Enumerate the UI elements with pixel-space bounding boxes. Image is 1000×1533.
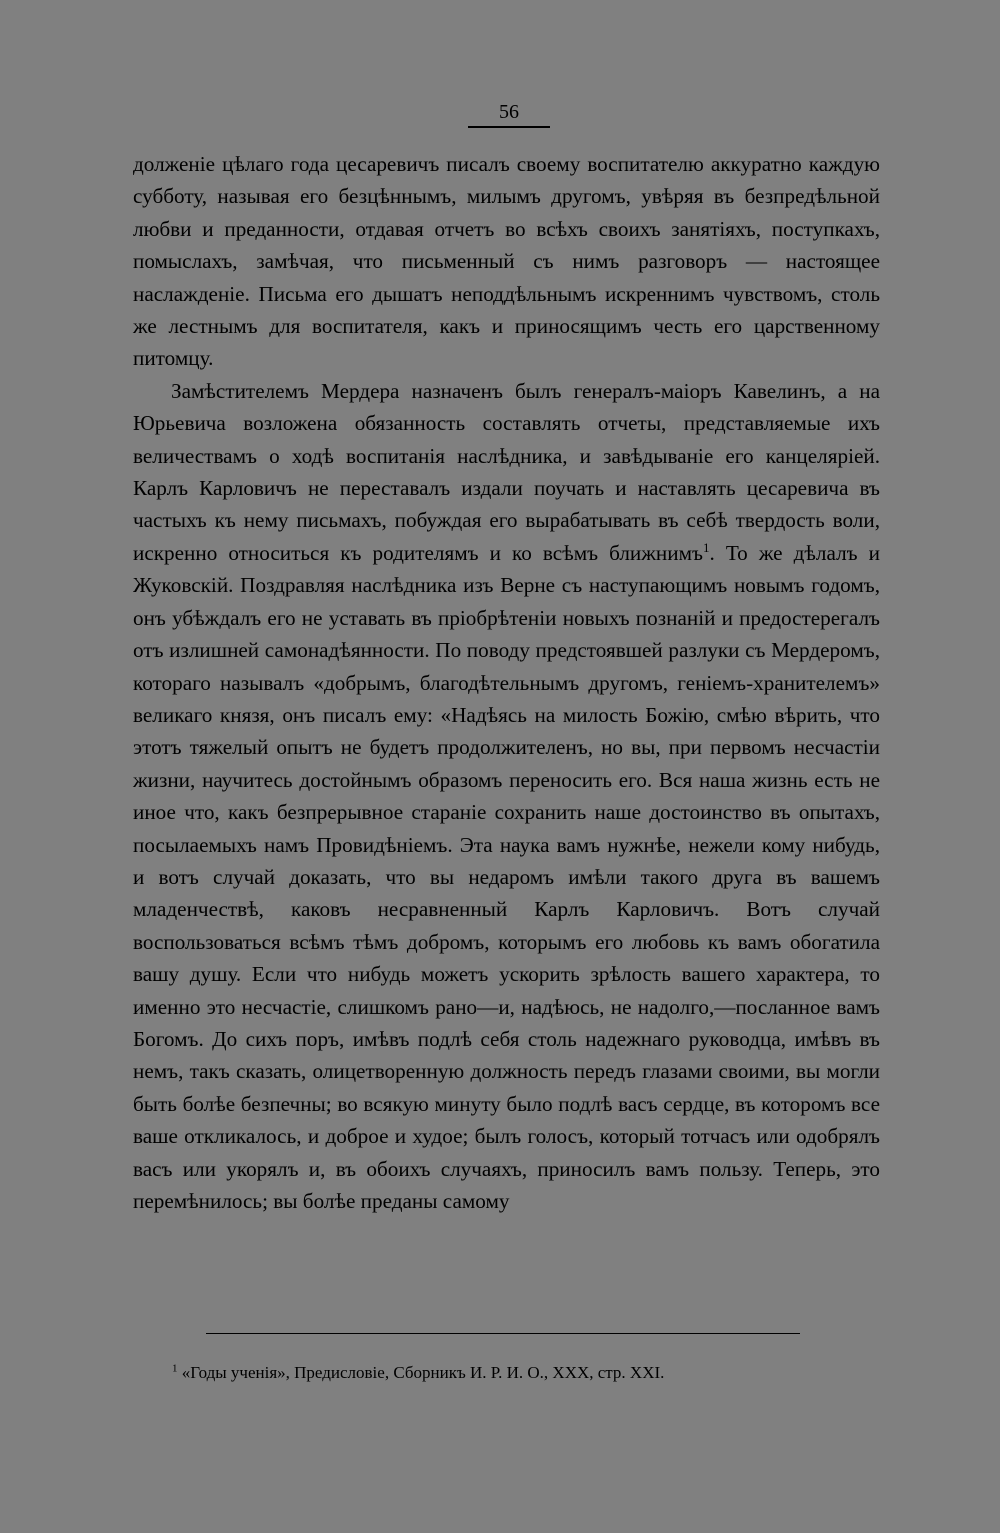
footnote-ref: 1 xyxy=(702,539,710,555)
page-number: 56 xyxy=(468,100,550,128)
paragraph-2 xyxy=(133,375,880,1218)
footnote-marker: 1 xyxy=(172,1362,178,1375)
paragraph-2-continuation: . То же дѣлалъ и Жуковскій. Поздравляя наслѣдника изъ Верне съ наступающимъ новымъ годомъ, онъ убѣждалъ его не уставать въ пріобрѣтеніи новыхъ познаній и предостерегалъ отъ излишней самонадѣянности. По поводу предстоявшей разлуки съ Мердеромъ, котораго называлъ «добрымъ, благодѣтельнымъ другомъ, геніемъ-хранителемъ» великаго князя, онъ писалъ ему: «Надѣясь на милость Божію, смѣю вѣрить, что этотъ тяжелый опытъ не будетъ продолжителенъ, но вы, при первомъ несчастіи жизни, научитесь достойнымъ образомъ переносить его. Вся наша жизнь есть не иное что, какъ безпрерывное стараніе сохранить наше достоинство въ опытахъ, посылаемыхъ намъ Провидѣніемъ. Эта наука вамъ нужнѣе, нежели кому нибудь, и вотъ случай доказать, что вы недаромъ имѣли такого друга въ вашемъ младенчествѣ, каковъ несравненный Карлъ Карловичъ. Вотъ случай воспользоваться всѣмъ тѣмъ добромъ, которымъ его любовь къ вамъ обогатила вашу душу. Если что нибудь можетъ ускорить зрѣлость вашего характера, то именно это несчастіе, слишкомъ рано—и, надѣюсь, не надолго,—посланное вамъ Богомъ. До сихъ поръ, имѣвъ подлѣ себя столь надежнаго руководца, имѣвъ въ немъ, такъ сказать, олицетворенную должность передъ глазами своими, вы могли быть болѣе безпечны; во всякую минуту было подлѣ васъ сердце, въ которомъ все ваше откликалось, и доброе и худое; былъ голосъ, который тотчасъ или одобрялъ васъ или укорялъ и, въ обоихъ случаяхъ, приносилъ вамъ пользу. Теперь, это перемѣнилось; вы болѣе преданы самому xyxy=(133,540,880,1213)
paragraph-1: долженіе цѣлаго года цесаревичъ писалъ своему воспитателю аккуратно каждую субботу, называя его безцѣннымъ, милымъ другомъ, увѣряя въ безпредѣльной любви и преданности, отдавая отчетъ во всѣхъ своихъ занятіяхъ, поступкахъ, помыслахъ, замѣчая, что письменный съ нимъ разговоръ — настоящее наслажденіе. Письма его дышатъ неподдѣльнымъ искреннимъ чувствомъ, столь же лестнымъ для воспитателя, какъ и приносящимъ честь его царственному питомцу. xyxy=(133,152,880,371)
footnote-divider xyxy=(206,1333,800,1334)
footnote-text: «Годы ученія», Предисловіе, Сборникъ И. Р. И. О., XXX, стр. XXI. xyxy=(181,1363,665,1382)
paragraph-2-text: Замѣстителемъ Мердера назначенъ былъ генералъ-маіоръ Кавелинъ, а на Юрьевича возложена обязанность составлять отчеты, представляемые ихъ величествамъ о ходѣ воспитанія наслѣдника, и завѣдываніе его канцеляріей. Карлъ Карловичъ не переставалъ издали поучать и наставлять цесаревича въ частыхъ къ нему письмахъ, побуждая его вырабатывать въ себѣ твердость воли, искренно относиться къ родителямъ и ко всѣмъ ближнимъ xyxy=(133,378,880,565)
footnote xyxy=(172,1362,872,1384)
body-text xyxy=(133,148,880,1217)
